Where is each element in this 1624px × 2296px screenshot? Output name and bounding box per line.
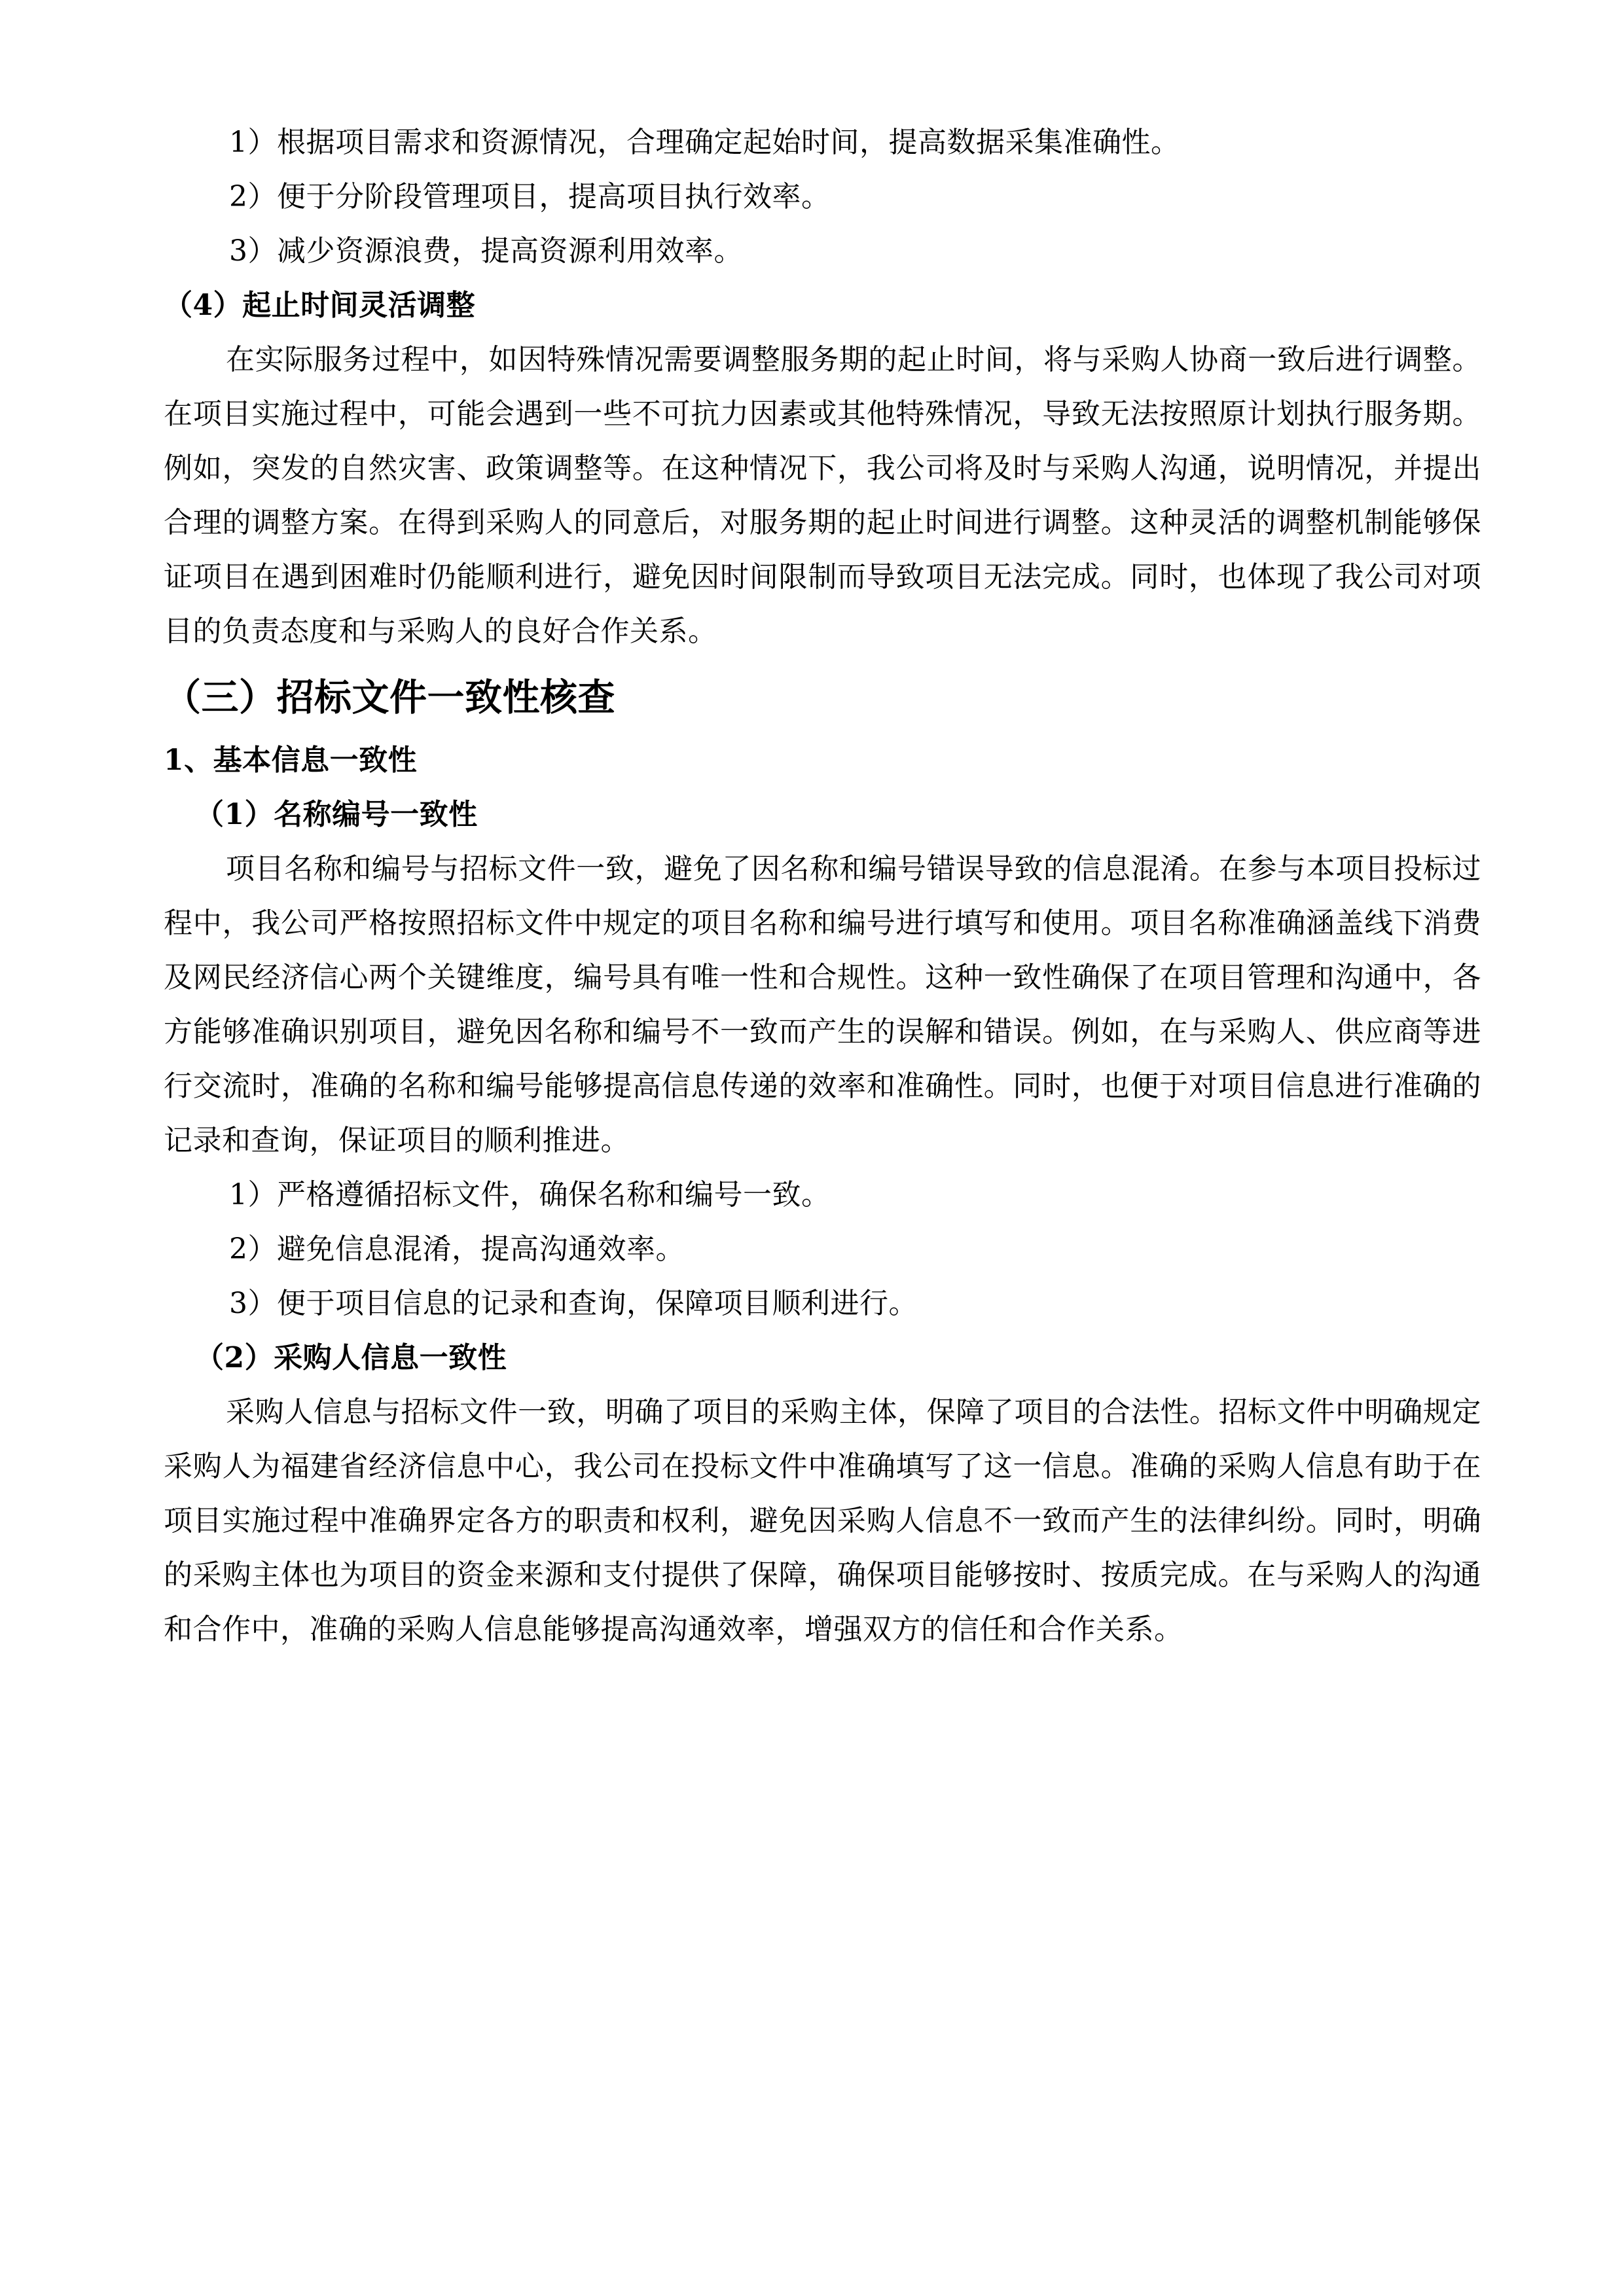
list-item-start-time-2: 2）便于分阶段管理项目，提高项目执行效率。: [229, 180, 831, 213]
paragraph-name-number-consistency: 项目名称和编号与招标文件一致，避免了因名称和编号错误导致的信息混淆。在参与本项目投标过程中，我公司严格按照招标文件中规定的项目名称和编号进行填写和使用。项目名称准确涵盖线下消费及网民经济信心两个关键维度，编号具有唯一性和合规性。这种一致性确保了在项目管理和沟通中，各方能够准确识别项目，避免因名称和编号不一致而产生的误解和错误。例如，在与采购人、供应商等进行交流时，准确的名称和编号能够提高信息传递的效率和准确性。同时，也便于对项目信息进行准确的记录和查询，保证项目的顺利推进。: [164, 852, 1481, 1157]
heading-section-consistency-check: （三）招标文件一致性核查: [164, 675, 615, 719]
list-item-name-number-1: 1）严格遵循招标文件，确保名称和编号一致。: [229, 1178, 831, 1211]
list-item-start-time-3: 3）减少资源浪费，提高资源利用效率。: [229, 234, 743, 268]
heading-1-2-purchaser-info-consistency: （2）采购人信息一致性: [195, 1341, 507, 1374]
list-item-name-number-3: 3）便于项目信息的记录和查询，保障项目顺利进行。: [229, 1287, 918, 1320]
document-content: [164, 115, 1481, 1657]
heading-4-flexible-schedule: （4）起止时间灵活调整: [164, 289, 476, 322]
list-item-start-time-1: 1）根据项目需求和资源情况，合理确定起始时间，提高数据采集准确性。: [229, 126, 1180, 159]
list-item-name-number-2: 2）避免信息混淆，提高沟通效率。: [229, 1232, 685, 1266]
heading-1-1-name-number-consistency: （1）名称编号一致性: [195, 798, 478, 831]
paragraph-flexible-schedule: 在实际服务过程中，如因特殊情况需要调整服务期的起止时间，将与采购人协商一致后进行调整。在项目实施过程中，可能会遇到一些不可抗力因素或其他特殊情况，导致无法按照原计划执行服务期。例如，突发的自然灾害、政策调整等。在这种情况下，我公司将及时与采购人沟通，说明情况，并提出合理的调整方案。在得到采购人的同意后，对服务期的起止时间进行调整。这种灵活的调整机制能够保证项目在遇到困难时仍能顺利进行，避免因时间限制而导致项目无法完成。同时，也体现了我公司对项目的负责态度和与采购人的良好合作关系。: [164, 343, 1481, 648]
heading-1-basic-info-consistency: 1、基本信息一致性: [164, 744, 418, 777]
paragraph-purchaser-info-consistency: 采购人信息与招标文件一致，明确了项目的采购主体，保障了项目的合法性。招标文件中明确规定采购人为福建省经济信息中心，我公司在投标文件中准确填写了这一信息。准确的采购人信息有助于在项目实施过程中准确界定各方的职责和权利，避免因采购人信息不一致而产生的法律纠纷。同时，明确的采购主体也为项目的资金来源和支付提供了保障，确保项目能够按时、按质完成。在与采购人的沟通和合作中，准确的采购人信息能够提高沟通效率，增强双方的信任和合作关系。: [164, 1395, 1481, 1646]
